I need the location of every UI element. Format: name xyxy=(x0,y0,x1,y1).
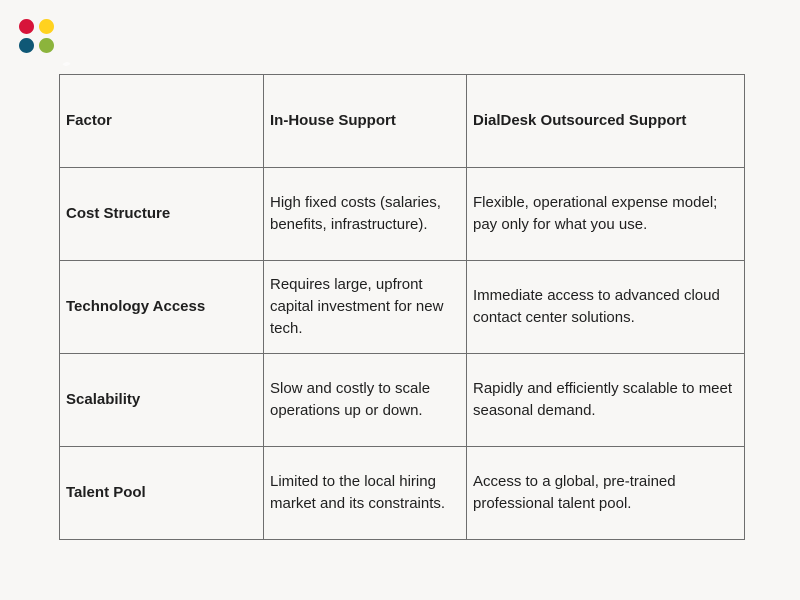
row-outsourced: Immediate access to advanced cloud contact center solutions. xyxy=(467,261,745,354)
row-factor: Scalability xyxy=(60,354,264,447)
row-in-house: High fixed costs (salaries, benefits, infrastructure). xyxy=(264,168,467,261)
row-in-house: Slow and costly to scale operations up or down. xyxy=(264,354,467,447)
logo-blue-dot-icon xyxy=(19,38,34,53)
logo-green-leaf-icon xyxy=(39,38,54,53)
header-in-house: In-House Support xyxy=(264,75,467,168)
row-outsourced: Flexible, operational expense model; pay only for what you use. xyxy=(467,168,745,261)
row-factor: Technology Access xyxy=(60,261,264,354)
logo-red-dot-icon xyxy=(19,19,34,34)
row-in-house: Limited to the local hiring market and its constraints. xyxy=(264,447,467,540)
table-row xyxy=(60,354,745,447)
row-factor: Cost Structure xyxy=(60,168,264,261)
row-in-house: Requires large, upfront capital investment for new tech. xyxy=(264,261,467,354)
logo-yellow-dot-icon xyxy=(39,19,54,34)
row-outsourced: Rapidly and efficiently scalable to meet seasonal demand. xyxy=(467,354,745,447)
row-factor: Talent Pool xyxy=(60,447,264,540)
comparison-table xyxy=(59,74,745,540)
table-row xyxy=(60,261,745,354)
header-outsourced: DialDesk Outsourced Support xyxy=(467,75,745,168)
table-header-row xyxy=(60,75,745,168)
brand-logo xyxy=(19,19,55,55)
header-factor: Factor xyxy=(60,75,264,168)
table-row xyxy=(60,168,745,261)
row-outsourced: Access to a global, pre-trained professional talent pool. xyxy=(467,447,745,540)
table-row xyxy=(60,447,745,540)
